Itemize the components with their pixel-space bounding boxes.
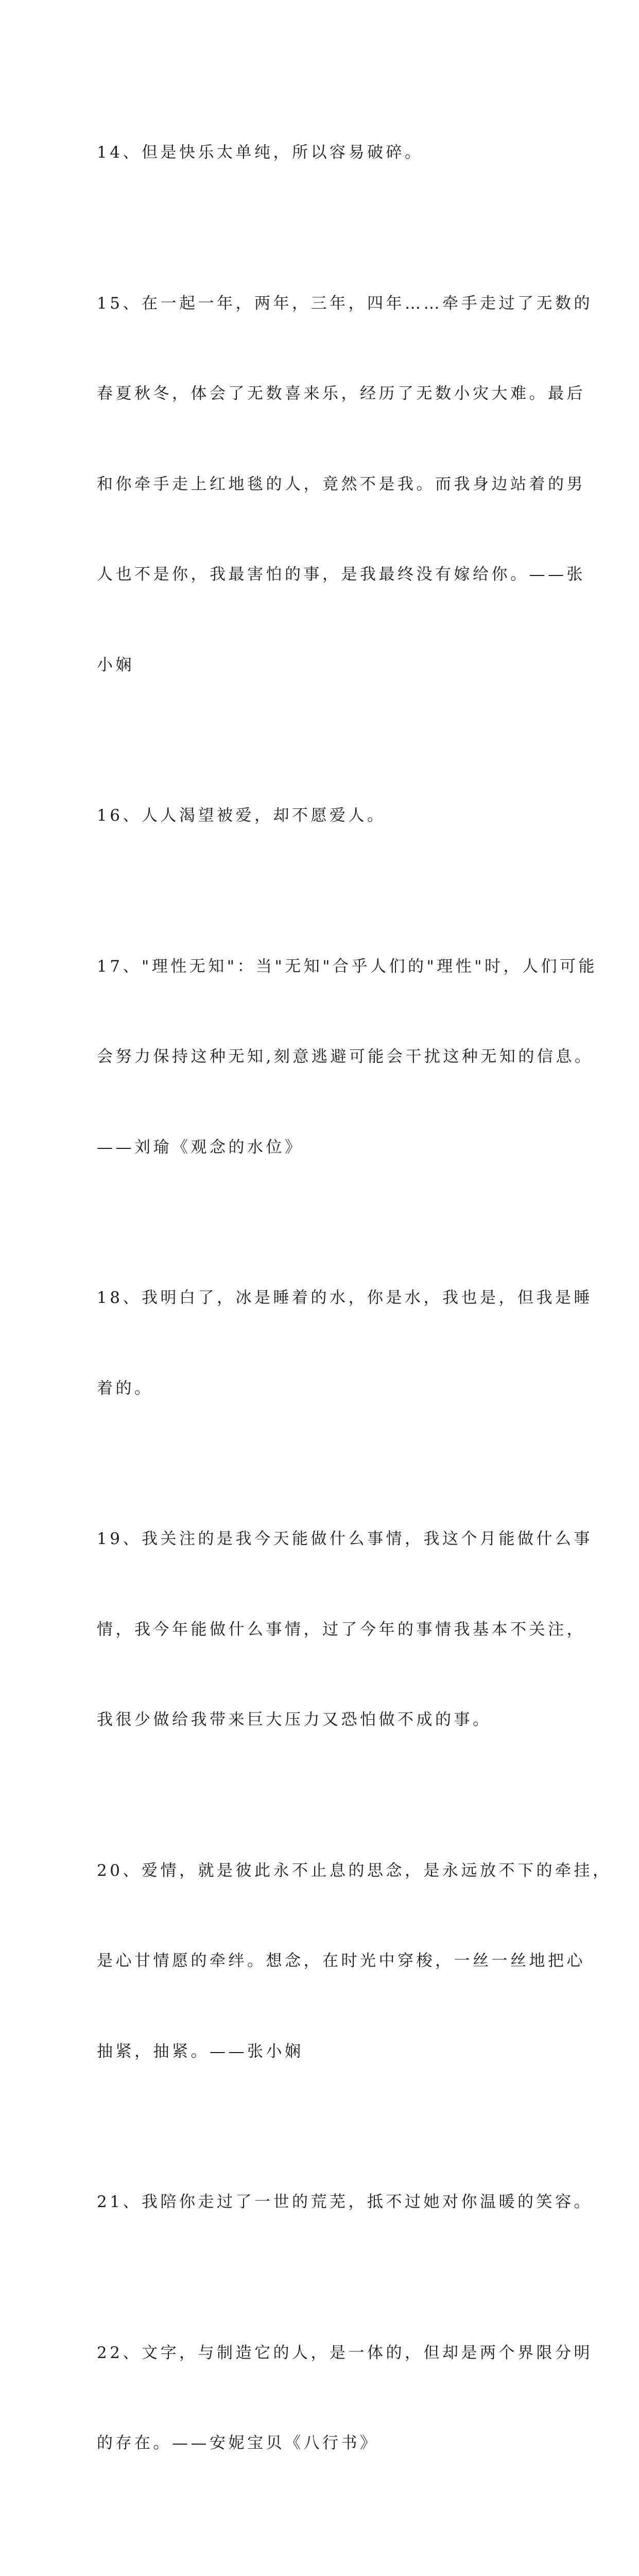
text-line: 17、"理性无知"：当"无知"合乎人们的"理性"时，人们可能 (97, 952, 550, 982)
quote-entry-22 (97, 2278, 550, 2519)
text-line: 14、但是快乐太单纯，所以容易破碎。 (97, 138, 550, 168)
quote-entry-18 (97, 1223, 550, 1464)
text-line: 22、文字，与制造它的人，是一体的，但却是两个界限分明 (97, 2338, 550, 2368)
text-line: ——刘瑜《观念的水位》 (97, 1132, 550, 1163)
text-line: 情，我今年能做什么事情，过了今年的事情我基本不关注， (97, 1615, 550, 1645)
text-line: 小娴 (97, 650, 550, 681)
text-line: 会努力保持这种无知,刻意逃避可能会干扰这种无知的信息。 (97, 1042, 550, 1072)
text-line: 21、我陪你走过了一世的荒芜，抵不过她对你温暖的笑容。 (97, 2187, 550, 2217)
text-line: 20、爱情，就是彼此永不止息的思念，是永远放不下的牵挂， (97, 1856, 550, 1886)
quote-entry-16 (97, 740, 550, 891)
quote-entry-23 (97, 2519, 550, 2576)
text-line: 和你牵手走上红地毯的人，竟然不是我。而我身边站着的男 (97, 469, 550, 500)
text-line: 抽紧，抽紧。——张小娴 (97, 2037, 550, 2067)
quote-entry-20 (97, 1795, 550, 2127)
text-line: 16、人人渴望被爱，却不愿爱人。 (97, 801, 550, 831)
quote-entry-15 (97, 228, 550, 741)
quote-entry-19 (97, 1464, 550, 1795)
quote-entry-14 (97, 77, 550, 228)
text-line: 18、我明白了，冰是睡着的水，你是水，我也是，但我是睡 (97, 1283, 550, 1313)
quote-entry-21 (97, 2127, 550, 2278)
quote-entry-17 (97, 891, 550, 1223)
text-line: 的存在。——安妮宝贝《八行书》 (97, 2428, 550, 2459)
text-line: 是心甘情愿的牵绊。想念，在时光中穿梭，一丝一丝地把心 (97, 1946, 550, 1976)
document-page (97, 77, 550, 2576)
text-line: 15、在一起一年，两年，三年，四年……牵手走过了无数的 (97, 289, 550, 319)
text-line: 19、我关注的是我今天能做什么事情，我这个月能做什么事 (97, 1524, 550, 1554)
text-line: 人也不是你，我最害怕的事，是我最终没有嫁给你。——张 (97, 560, 550, 590)
text-line: 春夏秋冬，体会了无数喜来乐，经历了无数小灾大难。最后 (97, 379, 550, 409)
text-line: 着的。 (97, 1374, 550, 1404)
text-line: 我很少做给我带来巨大压力又恐怕做不成的事。 (97, 1705, 550, 1735)
